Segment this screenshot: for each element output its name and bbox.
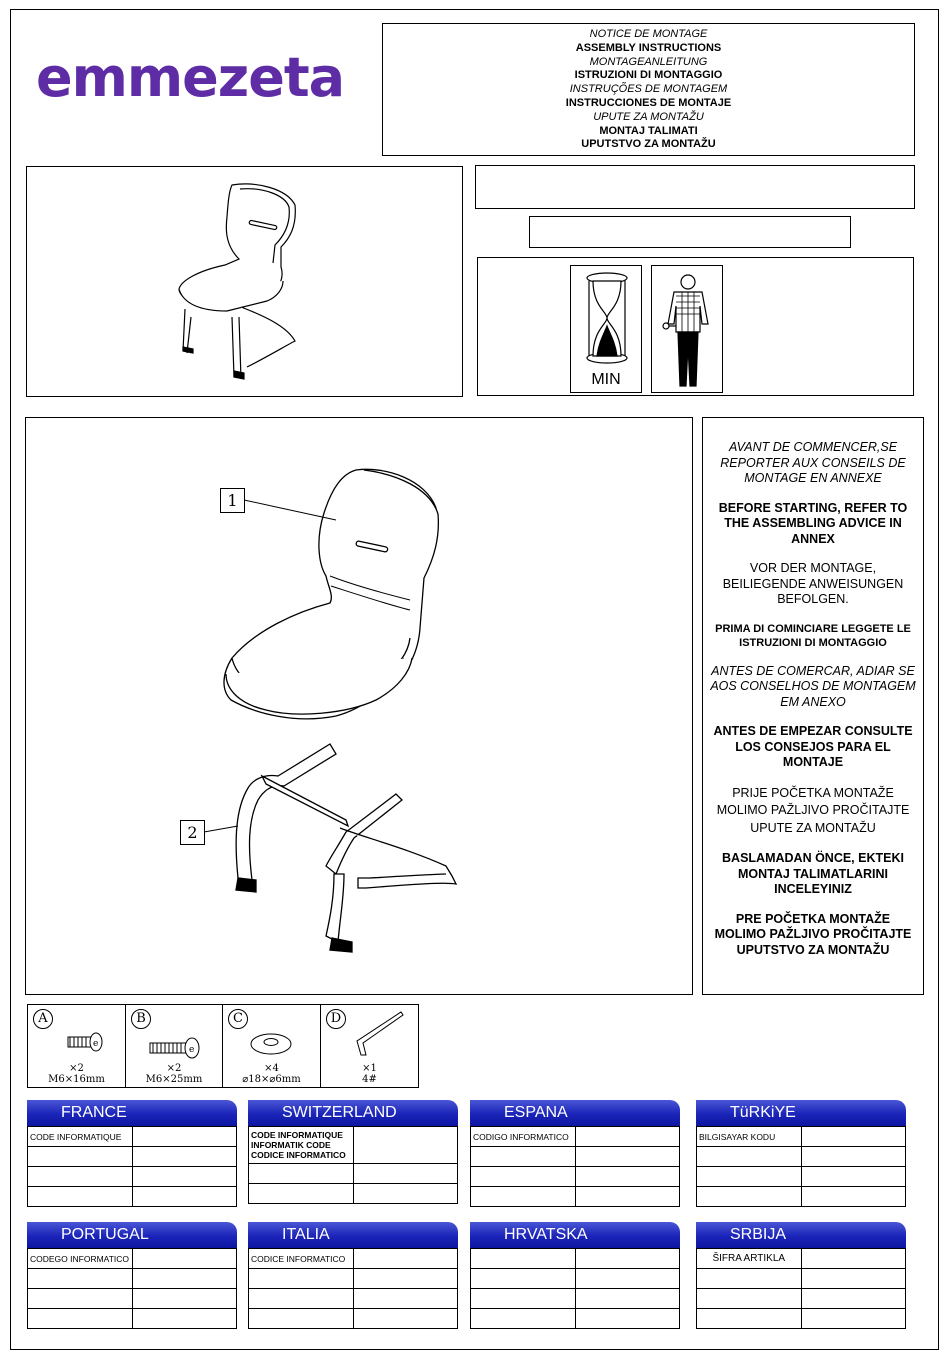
- title-line: ISTRUZIONI DI MONTAGGIO: [574, 69, 723, 82]
- country-table-espana: [470, 1100, 680, 1207]
- code-label: BILGISAYAR KODU: [697, 1127, 802, 1147]
- code-label: CODE INFORMATIQUE: [28, 1127, 133, 1147]
- person-icon-frame: [651, 265, 723, 393]
- country-table-hrvatska: [470, 1222, 680, 1329]
- code-label: [471, 1249, 576, 1269]
- title-line: INSTRUCCIONES DE MONTAJE: [565, 96, 732, 109]
- hardware-letter: A: [33, 1009, 53, 1029]
- hardware-item-a: [27, 1004, 126, 1088]
- title-line: MONTAJ TALIMATI: [599, 124, 698, 137]
- advice-tr: BASLAMADAN ÖNCE, EKTEKI MONTAJ TALIMATLARINI INCELEYINIZ: [722, 851, 904, 896]
- country-table-turkiye: [696, 1100, 906, 1207]
- svg-text:e: e: [93, 1039, 99, 1049]
- brand-logo: emmezeta: [36, 46, 345, 109]
- person-with-tool-icon: [652, 266, 724, 394]
- chair-parts-illustration: [26, 418, 694, 996]
- icons-box: [477, 257, 914, 396]
- hardware-item-b: [125, 1004, 223, 1088]
- code-label: CODICE INFORMATICO: [249, 1249, 354, 1269]
- title-box: [382, 23, 915, 156]
- time-label: MIN: [591, 371, 621, 388]
- country-header: HRVATSKA: [470, 1222, 680, 1248]
- product-name-field: [475, 165, 915, 209]
- hardware-qty: ×2: [166, 1063, 182, 1074]
- hardware-qty: ×4: [264, 1063, 279, 1074]
- washer-icon: [223, 1005, 322, 1065]
- advice-hr: PRIJE POČETKA MONTAŽE MOLIMO PAŽLJIVO PROČITAJTE UPUTE ZA MONTAŽU: [716, 785, 910, 835]
- code-label: CODIGO INFORMATICO: [471, 1127, 576, 1147]
- parts-diagram: [25, 417, 693, 995]
- hourglass-icon-frame: [570, 265, 642, 393]
- advice-rs: PRE POČETKA MONTAŽE MOLIMO PAŽLJIVO PROČITAJTE UPUTSTVO ZA MONTAŽU: [714, 911, 912, 957]
- advice-it: PRIMA DI COMINCIARE LEGGETE LE ISTRUZIONI DI MONTAGGIO: [715, 622, 911, 649]
- code-label: CODEGO INFORMATICO: [28, 1249, 133, 1269]
- allen-key-icon: [321, 1005, 420, 1065]
- title-line: ASSEMBLY INSTRUCTIONS: [575, 41, 722, 54]
- bolt-long-icon: [126, 1005, 224, 1065]
- country-table-italia: [248, 1222, 458, 1329]
- hardware-spec: M6×16mm: [48, 1074, 105, 1085]
- country-header: SRBIJA: [696, 1222, 906, 1248]
- advice-pt: ANTES DE COMERCAR, ADIAR SE AOS CONSELHOS DE MONTAGEM EM ANEXO: [710, 663, 916, 709]
- bolt-short-icon: [28, 1005, 127, 1065]
- svg-text:e: e: [189, 1045, 195, 1055]
- product-image-box: [26, 166, 463, 397]
- country-table-switzerland: [248, 1100, 458, 1204]
- hardware-item-d: [320, 1004, 419, 1088]
- hardware-spec: ⌀18×⌀6mm: [242, 1074, 301, 1085]
- title-line: MONTAGEANLEITUNG: [589, 55, 708, 68]
- hardware-spec: M6×25mm: [145, 1074, 203, 1085]
- hardware-qty: ×2: [69, 1063, 84, 1074]
- country-table-france: [27, 1100, 237, 1207]
- advice-en: BEFORE STARTING, REFER TO THE ASSEMBLING ADVICE IN ANNEX: [718, 500, 908, 546]
- part-label-2: 2: [180, 820, 205, 845]
- hardware-letter: C: [228, 1009, 248, 1029]
- code-label: ŠIFRA ARTIKLA: [697, 1249, 802, 1269]
- country-header: TüRKiYE: [696, 1100, 906, 1126]
- country-header: ITALIA: [248, 1222, 458, 1248]
- hardware-letter: D: [326, 1009, 346, 1029]
- hardware-item-c: [222, 1004, 321, 1088]
- country-table-portugal: [27, 1222, 237, 1329]
- country-table-srbija: [696, 1222, 906, 1329]
- country-header: ESPANA: [470, 1100, 680, 1126]
- product-code-field: [529, 216, 851, 248]
- title-line: UPUTSTVO ZA MONTAŽU: [581, 138, 716, 151]
- country-header: FRANCE: [27, 1100, 237, 1126]
- part-label-1: 1: [220, 488, 245, 513]
- hardware-spec: 4#: [362, 1074, 377, 1085]
- hardware-letter: B: [131, 1009, 151, 1029]
- title-line: NOTICE DE MONTAGE: [589, 28, 708, 40]
- hourglass-icon: [571, 266, 643, 376]
- assembly-advice-box: [702, 417, 924, 995]
- advice-de: VOR DER MONTAGE, BEILIEGENDE ANWEISUNGEN BEFOLGEN.: [722, 561, 904, 606]
- country-header: SWITZERLAND: [248, 1100, 458, 1126]
- hardware-qty: ×1: [362, 1063, 377, 1074]
- advice-fr: AVANT DE COMMENCER,SE REPORTER AUX CONSEILS DE MONTAGE EN ANNEXE: [720, 440, 906, 485]
- title-line: UPUTE ZA MONTAŽU: [593, 110, 704, 123]
- title-line: INSTRUÇÕES DE MONTAGEM: [569, 83, 728, 96]
- country-header: PORTUGAL: [27, 1222, 237, 1248]
- advice-es: ANTES DE EMPEZAR CONSULTE LOS CONSEJOS PARA EL MONTAJE: [713, 724, 913, 769]
- code-label: CODE INFORMATIQUE INFORMATIK CODE CODICE INFORMATICO: [249, 1127, 354, 1164]
- chair-overview-illustration: [27, 167, 464, 398]
